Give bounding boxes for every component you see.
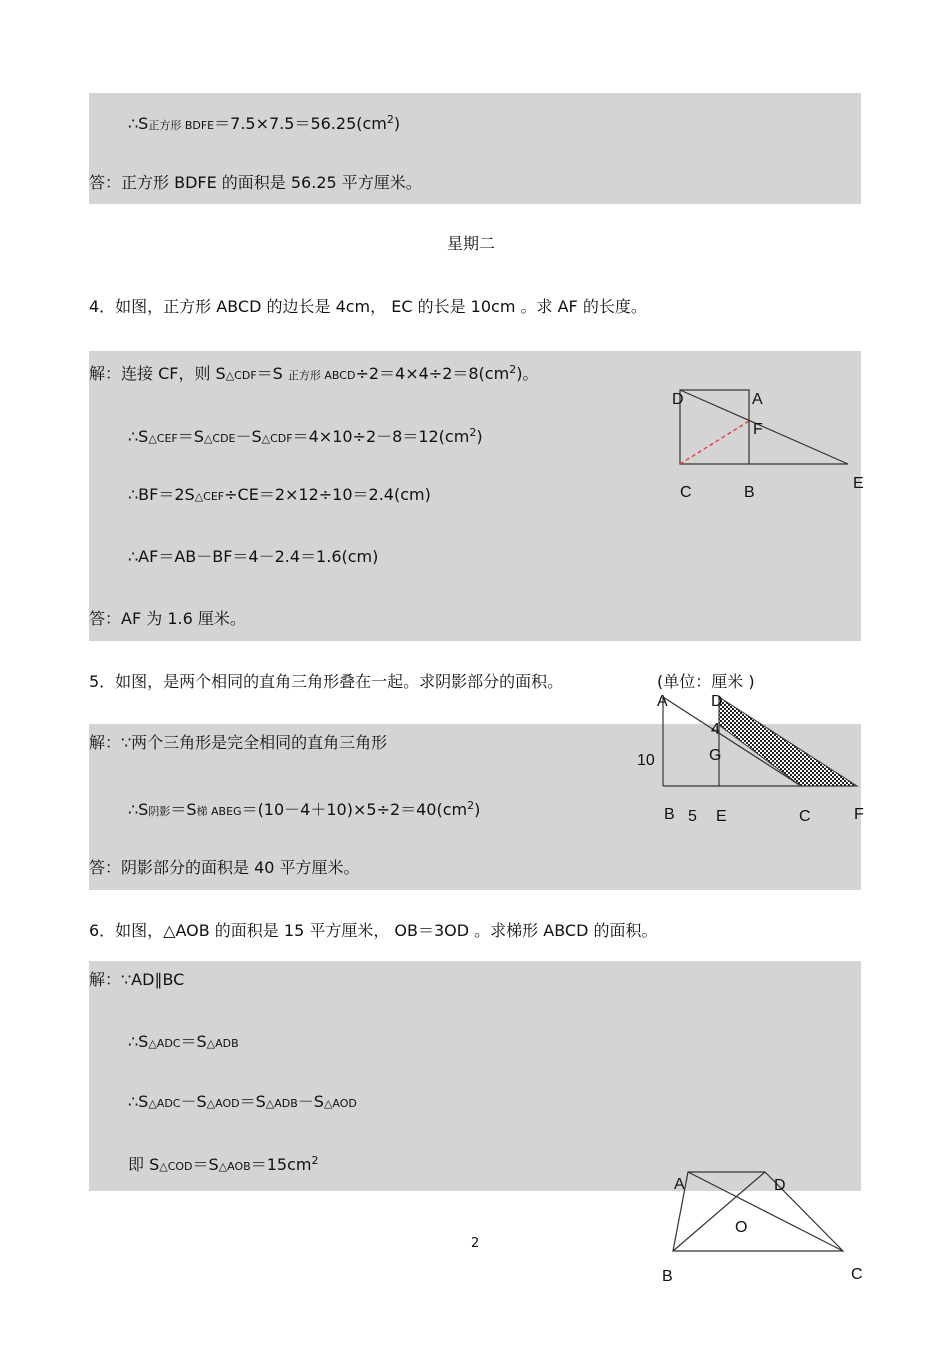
- dashed-line-cf: [680, 421, 749, 464]
- diagonal-bd: [673, 1172, 765, 1251]
- question-4: 4．如图，正方形 ABCD 的边长是 4cm， EC 的长是 10cm 。求 AF 的长度。: [89, 297, 647, 316]
- shaded-region: [719, 697, 857, 786]
- label-5: 5: [688, 808, 697, 825]
- label-a: A: [752, 391, 763, 408]
- question-6: 6．如图，△AOB 的面积是 15 平方厘米， OB＝3OD 。求梯形 ABCD 的面积。: [89, 921, 658, 940]
- label-d: D: [711, 693, 723, 710]
- label-c: C: [851, 1266, 863, 1283]
- answer-line: 答：正方形 BDFE 的面积是 56.25 平方厘米。: [89, 173, 422, 192]
- q5-answer: 答：阴影部分的面积是 40 平方厘米。: [89, 858, 360, 877]
- q5-figure: [630, 688, 870, 828]
- q4-figure: [660, 380, 870, 505]
- q6-line-2: ∴S△ADC＝S△ADB: [128, 1032, 239, 1051]
- line-de: [680, 390, 848, 464]
- label-o: O: [735, 1219, 748, 1236]
- q6-line-4: 即 $S\triangle COD=S\triangle AOB=15cm^2$: [128, 1154, 319, 1174]
- label-e: E: [853, 475, 864, 492]
- label-b: B: [662, 1268, 673, 1285]
- label-4: 4: [711, 721, 720, 738]
- label-10: 10: [637, 752, 655, 769]
- q4-line-2: $\therefore S\triangle CEF=S\triangle CDE-S\triangle CDF=4\times 10\div 2-8=12(cm^2)$: [128, 426, 483, 446]
- label-a: A: [674, 1176, 685, 1193]
- label-d: D: [672, 391, 684, 408]
- day-heading: 星期二: [447, 234, 496, 253]
- label-e: E: [716, 808, 727, 825]
- q4-answer: 答：AF 为 1.6 厘米。: [89, 609, 246, 628]
- q4-line-4: ∴AF＝AB－BF＝4－2.4＝1.6(cm): [128, 547, 379, 566]
- unit-note: (单位：厘米 ): [657, 672, 755, 691]
- diagonal-ac: [688, 1172, 843, 1251]
- label-b: B: [744, 484, 755, 501]
- label-c: C: [799, 808, 811, 825]
- square-abcd: [680, 390, 749, 464]
- q4-line-3: ∴BF＝2S△CEF÷CE＝2×12÷10＝2.4(cm): [128, 485, 431, 504]
- equation-line: ∴S正方形 $BDFE=7.5\times 7.5=56.25(cm^2)$: [128, 113, 401, 133]
- label-c: C: [680, 484, 692, 501]
- label-f: F: [854, 806, 864, 823]
- label-g: G: [709, 747, 722, 764]
- q5-line-1: 解：∵两个三角形是完全相同的直角三角形: [89, 733, 388, 752]
- label-f: F: [753, 421, 763, 438]
- q4-line-1: 解：连接 CF，则 S△CDF＝S 正方形 $ABCD\div 2=4\times 4\div 2=8(cm^2)$。: [89, 363, 539, 383]
- q6-line-3: ∴S△ADC－S△AOD＝S△ADB－S△AOD: [128, 1092, 357, 1111]
- page-number: 2: [471, 1236, 480, 1251]
- q6-figure: [655, 1160, 870, 1285]
- label-d: D: [774, 1177, 786, 1194]
- label-b: B: [664, 806, 675, 823]
- question-5: 5．如图，是两个相同的直角三角形叠在一起。求阴影部分的面积。: [89, 672, 564, 691]
- trapezoid-abcd: [673, 1172, 843, 1251]
- q5-line-2: ∴S阴影＝S梯 $ABEG=(10-4+10)\times 5\div 2=40(cm^2)$: [128, 799, 481, 819]
- q6-line-1: 解：∵AD∥BC: [89, 970, 185, 989]
- label-a: A: [657, 693, 668, 710]
